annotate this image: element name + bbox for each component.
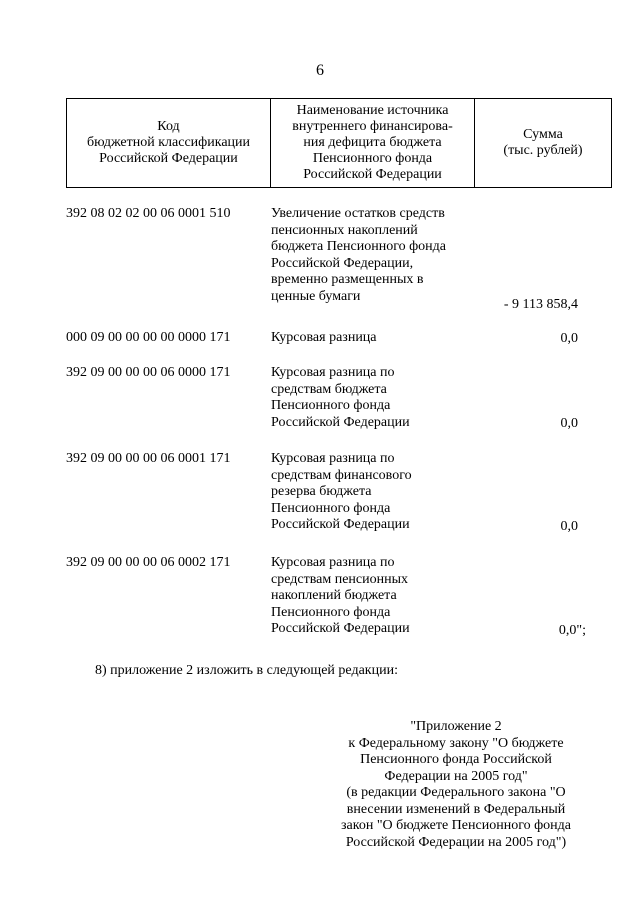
row-amount: 0,0 <box>560 518 578 534</box>
appendix-heading: "Приложение 2 к Федеральному закону "О бюджете Пенсионного фонда Российской Федерации на 2005 год" (в редакции Федерального закона "О внесении изменений в Федеральный закон "О бюджете Пенсионного фонда Российской Федерации на 2005 год") <box>341 719 571 850</box>
row-name: Увеличение остатков средств пенсионных накоплений бюджета Пенсионного фонда Российской Федерации, временно размещенных в ценные бумаги <box>271 206 446 304</box>
row-amount: 0,0 <box>560 330 578 346</box>
table-row <box>66 365 612 432</box>
header-code-column: Код бюджетной классификации Российской Федерации <box>67 99 271 187</box>
table-header <box>66 98 612 188</box>
table-row <box>66 206 612 313</box>
row-code: 000 09 00 00 00 00 0000 171 <box>66 330 231 345</box>
header-name-column: Наименование источника внутреннего финансирова- ния дефицита бюджета Пенсионного фонда Российской Федерации <box>271 99 475 187</box>
row-code: 392 09 00 00 00 06 0001 171 <box>66 451 231 466</box>
row-amount: 0,0 <box>560 415 578 431</box>
page-number: 6 <box>316 62 324 79</box>
row-name: Курсовая разница по средствам пенсионных накоплений бюджета Пенсионного фонда Российской Федерации <box>271 555 410 636</box>
row-code: 392 09 00 00 00 06 0000 171 <box>66 365 231 380</box>
table-row <box>66 330 612 347</box>
row-code: 392 09 00 00 00 06 0002 171 <box>66 555 231 570</box>
instruction-text: 8) приложение 2 изложить в следующей редакции: <box>95 663 398 678</box>
row-name: Курсовая разница по средствам бюджета Пенсионного фонда Российской Федерации <box>271 365 410 430</box>
table-row <box>66 451 612 535</box>
row-amount: 0,0"; <box>558 622 586 638</box>
row-name: Курсовая разница <box>271 330 377 345</box>
row-code: 392 08 02 02 00 06 0001 510 <box>66 206 231 221</box>
row-name: Курсовая разница по средствам финансового резерва бюджета Пенсионного фонда Российской Федерации <box>271 451 412 532</box>
row-amount: - 9 113 858,4 <box>503 296 578 312</box>
header-sum-column: Сумма (тыс. рублей) <box>503 127 583 158</box>
table-row <box>66 555 612 639</box>
